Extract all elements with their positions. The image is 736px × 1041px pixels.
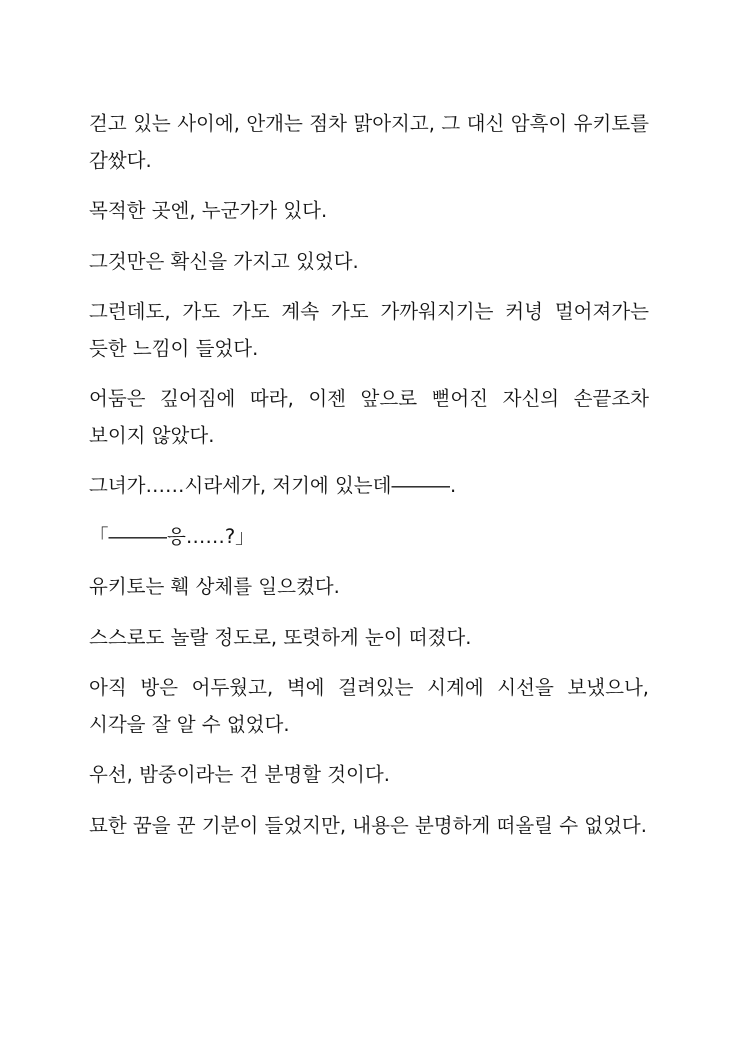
paragraph: 스스로도 놀랄 정도로, 또렷하게 눈이 떠졌다. (89, 625, 472, 649)
paragraph: 「―――응……?」 (89, 524, 255, 548)
document-body (89, 106, 656, 858)
paragraph: 유키토는 훽 상체를 일으켰다. (89, 575, 340, 598)
paragraph: 목적한 곳엔, 누군가가 있다. (89, 199, 328, 222)
paragraph: 아직 방은 어두웠고, 벽에 걸려있는 시계에 시선을 보냈으나, 시각을 잘 알 수 없었다. (89, 676, 656, 736)
paragraph: 걷고 있는 사이에, 안개는 점차 맑아지고, 그 대신 암흑이 유키토를 감쌌다. (89, 112, 656, 172)
paragraph: 그것만은 확신을 가지고 있었다. (89, 249, 359, 273)
paragraph: 그런데도, 가도 가도 계속 가도 가까워지기는 커녕 멀어져가는 듯한 느낌이 들었다. (89, 300, 656, 360)
paragraph: 우선, 밤중이라는 건 분명할 것이다. (89, 763, 390, 786)
paragraph: 묘한 꿈을 꾼 기분이 들었지만, 내용은 분명하게 떠올릴 수 없었다. (89, 813, 647, 837)
paragraph: 그녀가……시라세가, 저기에 있는데―――. (89, 474, 457, 497)
paragraph: 어둠은 깊어짐에 따라, 이젠 앞으로 뻗어진 자신의 손끝조차 보이지 않았다. (89, 387, 656, 447)
